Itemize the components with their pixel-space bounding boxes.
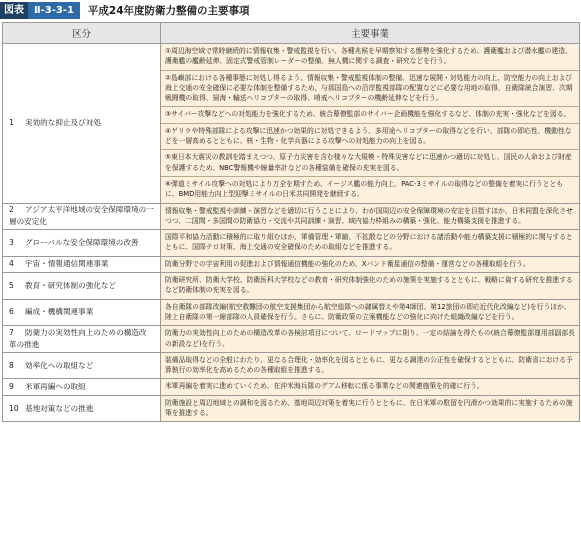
category-number: 3 [9, 237, 14, 247]
column-header-projects: 主要事業 [161, 23, 580, 44]
table-row [3, 203, 580, 230]
category-cell [3, 256, 161, 272]
figure-number: Ⅱ-3-3-1 [28, 2, 80, 19]
projects-cell [161, 230, 580, 257]
project-item: 防衛分野での宇宙利用の促進および情報通信機能の強化のため、Xバンド衛星通信の整備・運営などの各種取組を行う。 [165, 259, 530, 268]
project-item: ④ゲリラや特殊部隊による攻撃に迅速かつ効果的に対処できるよう、多用途ヘリコプターの取得などを行い、部隊の即応性、機動性などを一層高めるとともに、核・生物・化学兵器による攻撃への対処能力の向上を図る。 [161, 124, 579, 151]
table-row [3, 230, 580, 257]
category-number: 9 [9, 382, 14, 392]
project-item: 米軍再編を着実に進めていくため、在沖米海兵隊のグアム移転に係る事業などの関連施策を的確に行う。 [165, 382, 484, 391]
category-label: 編成・機構関連事業 [25, 307, 94, 317]
project-item: 情報収集・警戒監視や訓練・演習などを適切に行うことにより、わが国周辺の安全保障環境の安定を目指すほか、日米同盟を深化させつつ、二国間・多国間の防衛協力・交流や共同訓練・演習、域内協力枠組みの構築・強化、能力構築支援を推進する。 [165, 206, 573, 225]
table-header-row [3, 23, 580, 44]
project-item: 防衛研究所、防衛大学校、防衛医科大学校などの教育・研究体制強化のための施策を実施するとともに、戦略に資する研究を推進するなど防衛体制の充実を図る。 [165, 276, 573, 295]
category-number: 7 [9, 328, 14, 338]
category-number: 5 [9, 280, 14, 290]
project-item: 国際平和協力活動に積極的に取り組むほか、軍備管理・軍縮、不拡散などの分野における諸活動や能力構築支援に積極的に関与するとともに、国際テロ対策、海上交通の安全確保のための取組などを推進する。 [165, 233, 573, 252]
projects-cell [161, 44, 580, 204]
project-item: 各自衛隊の部隊改編(航空救難団の航空支援集団から航空総隊への隷属替えや第4師団、第12旅団の即応近代化改編など)を行うほか、陸上自衛隊の第一線部隊の人員確保を行う。さらに、防衛政策の立案機能などの強化に向けた組織改編などを行う。 [165, 302, 571, 321]
category-label: 教育・研究体制の強化など [25, 280, 117, 290]
category-number: 2 [9, 205, 14, 215]
category-label: 効率化への取組など [25, 360, 94, 370]
category-number: 6 [9, 307, 14, 317]
category-label: グローバルな安全保障環境の改善 [25, 237, 139, 247]
category-label: 実効的な抑止及び対処 [25, 118, 101, 128]
table-row [3, 352, 580, 379]
category-number: 1 [9, 118, 14, 128]
projects-cell [161, 395, 580, 422]
table-row [3, 326, 580, 353]
figure-header [0, 0, 581, 21]
category-cell [3, 395, 161, 422]
category-cell [3, 44, 161, 204]
table-row [3, 273, 580, 300]
figure-title: 平成24年度防衛力整備の主要事項 [87, 5, 250, 17]
column-header-category: 区分 [3, 23, 161, 44]
project-item: ⑤東日本大震災の教訓を踏まえつつ、原子力災害を含む様々な大規模・特殊災害などに迅速かつ適切に対処し、国民の人命および財産を保護するため、NBC警報機や線量率計などの各種装備を確保の充実を図る。 [161, 150, 579, 177]
table-row [3, 379, 580, 395]
table-row [3, 44, 580, 204]
category-number: 8 [9, 360, 14, 370]
category-label: 防衛力の実効性向上のための構造改革の推進 [9, 328, 147, 350]
category-number: 4 [9, 259, 14, 269]
projects-cell [161, 203, 580, 230]
category-label: アジア太平洋地域の安全保障環境の一層の安定化 [9, 205, 154, 227]
project-item: 防衛力の実効性向上のための構造改革の各検討項目について、ロードマップに則り、一定の結論を得たもの(統合幕僚監部運用部副部長の新設など)を行う。 [165, 329, 575, 348]
projects-cell [161, 326, 580, 353]
project-item: ②島嶼部における各種事態に対処し得るよう、情報収集・警戒監視体制の整備、迅速な展開・対処能力の向上、防空能力の向上および海上交通の安全確保に必要な体制を整備するため、与那国島への沿岸監視部隊の配置などに必要な用地の取得、自衛隊統合演習、次期戦闘機の取得、掃海・輸送ヘリコプターの取得、哨戒ヘリコプターの機齢延伸などを行う。 [161, 71, 579, 108]
figure-badge: 図表 [0, 2, 28, 19]
projects-cell [161, 299, 580, 326]
category-cell [3, 203, 161, 230]
project-item: ③サイバー攻撃などへの対処能力を強化するため、統合幕僚監部のサイバー企画機能を強化するなど、体制の充実・強化などを図る。 [161, 107, 579, 123]
category-label: 米軍再編への取組 [25, 382, 86, 392]
category-cell [3, 326, 161, 353]
projects-cell [161, 352, 580, 379]
category-cell [3, 352, 161, 379]
project-item: ⑥弾道ミサイル攻撃への対処により万全を期すため、イージス艦の能力向上、PAC-3ミサイルの取得などの整備を着実に行うとともに、BMD用能力向上型迎撃ミサイルの日米共同開発を継続する。 [165, 179, 564, 199]
category-label: 宇宙・情報通信関連事業 [25, 259, 109, 269]
category-cell [3, 273, 161, 300]
category-cell [3, 379, 161, 395]
category-cell [3, 230, 161, 257]
projects-cell [161, 273, 580, 300]
project-item: 防衛施設と周辺地域との調和を図るため、基地周辺対策を着実に行うとともに、在日米軍の駐留を円滑かつ効果的に実施するための施策を推進する。 [165, 398, 573, 418]
table-body [3, 44, 580, 422]
main-projects-table [2, 22, 580, 422]
project-item: 装備品取得などの全般にわたり、更なる合理化・効率化を図るとともに、更なる調達の公正性を確保するとともに、防衛省における予算執行の効率化を高めるための各種取組を推進する。 [165, 355, 573, 375]
projects-cell [161, 379, 580, 395]
projects-cell [161, 256, 580, 272]
category-label: 基地対策などの推進 [25, 403, 94, 413]
table-row [3, 256, 580, 272]
category-cell [3, 299, 161, 326]
project-item: ①周辺海空域で常時継続的に情報収集・警戒監視を行い、各種兆候を早期察知する態勢を強化するため、護衛艦および潜水艦の建造、護衛艦の艦齢延伸、固定式警戒管制レーダーの整備、無人機に関する調査・研究などを行う。 [161, 44, 579, 71]
table-row [3, 299, 580, 326]
category-number: 10 [9, 403, 19, 413]
table-row [3, 395, 580, 422]
